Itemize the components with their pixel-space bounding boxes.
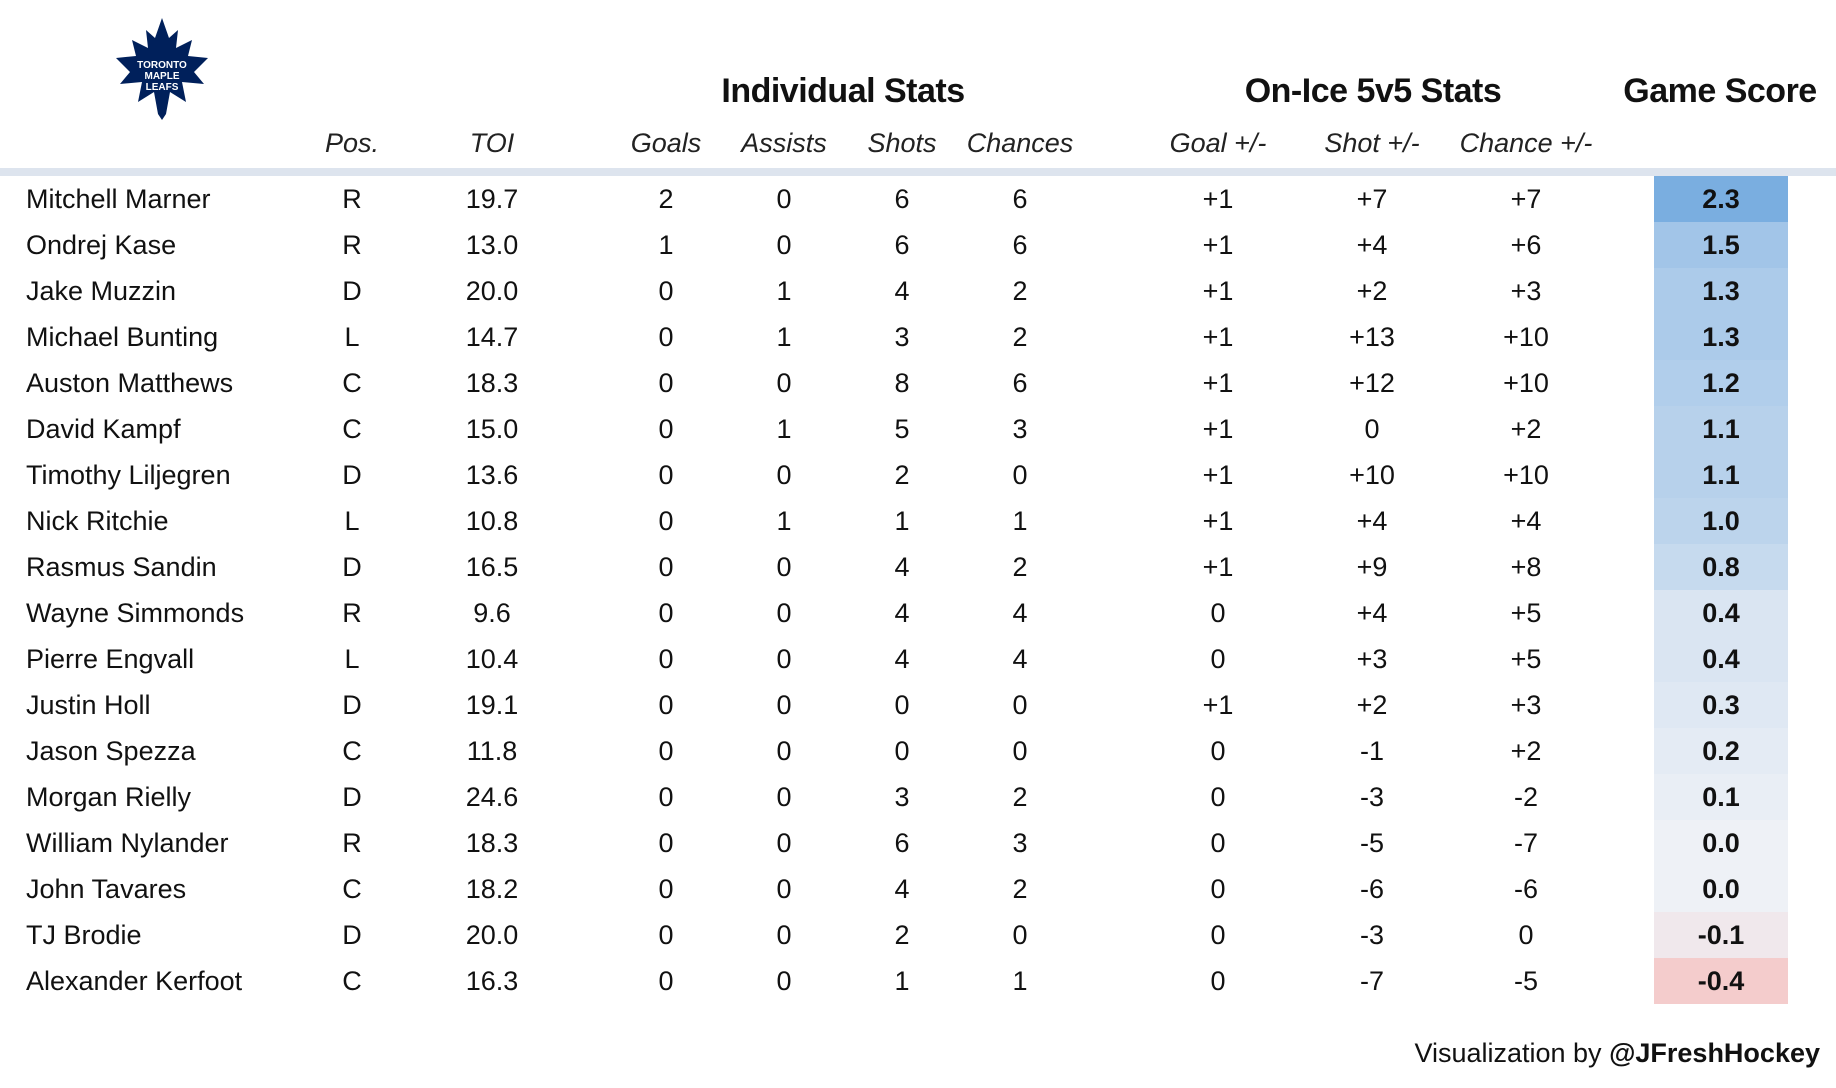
cell-goal-pm: 0 [1210,874,1226,904]
cell-shots: 6 [894,184,910,214]
cell-shot-pm: +7 [1356,184,1388,214]
table-row [0,728,1836,774]
credit-handle: @JFreshHockey [1609,1038,1820,1068]
cell-chance-pm: +2 [1510,736,1542,766]
cell-pos: C [342,736,362,766]
cell-toi: 18.3 [465,368,519,398]
cell-game-score: 1.3 [1654,268,1788,314]
cell-chances: 2 [1012,782,1028,812]
cell-shot-pm: 0 [1364,414,1380,444]
player-name: Alexander Kerfoot [26,966,243,996]
cell-toi: 10.4 [465,644,519,674]
cell-shots: 6 [894,230,910,260]
cell-game-score: 1.0 [1654,498,1788,544]
cell-goals: 0 [658,322,674,352]
cell-pos: C [342,368,362,398]
cell-goal-pm: +1 [1202,368,1234,398]
cell-assists: 1 [776,506,792,536]
cell-toi: 14.7 [465,322,519,352]
player-name: Mitchell Marner [26,184,211,214]
player-name: David Kampf [26,414,181,444]
cell-goals: 0 [658,874,674,904]
cell-chance-pm: +3 [1510,276,1542,306]
cell-pos: D [342,460,362,490]
cell-shots: 1 [894,506,910,536]
cell-chances: 1 [1012,506,1028,536]
cell-chance-pm: +10 [1503,368,1549,398]
cell-goal-pm: +1 [1202,322,1234,352]
cell-chances: 0 [1012,736,1028,766]
svg-text:TORONTO: TORONTO [137,60,187,71]
individual-stats-title: Individual Stats [721,72,965,110]
cell-goal-pm: +1 [1202,276,1234,306]
cell-shot-pm: +9 [1356,552,1388,582]
cell-shots: 4 [894,598,910,628]
cell-assists: 1 [776,414,792,444]
player-name: Justin Holl [26,690,151,720]
cell-pos: R [342,184,362,214]
cell-goal-pm: +1 [1202,460,1234,490]
cell-shot-pm: -1 [1359,736,1385,766]
col-header-chances: Chances [966,128,1074,158]
cell-pos: D [342,782,362,812]
table-row [0,636,1836,682]
credit-prefix: Visualization by [1414,1038,1610,1068]
cell-goals: 0 [658,368,674,398]
cell-pos: D [342,276,362,306]
cell-toi: 24.6 [465,782,519,812]
cell-toi: 19.7 [465,184,519,214]
cell-toi: 20.0 [465,920,519,950]
cell-goal-pm: +1 [1202,414,1234,444]
cell-goals: 0 [658,966,674,996]
col-header-goal-pm: Goal +/- [1169,128,1267,158]
cell-game-score: 0.0 [1654,820,1788,866]
player-name: Nick Ritchie [26,506,169,536]
cell-chances: 0 [1012,920,1028,950]
cell-chance-pm: +5 [1510,644,1542,674]
cell-pos: L [344,506,360,536]
cell-chance-pm: -6 [1513,874,1539,904]
cell-goals: 0 [658,736,674,766]
cell-chances: 1 [1012,966,1028,996]
cell-goals: 0 [658,460,674,490]
table-row [0,314,1836,360]
cell-shot-pm: -3 [1359,782,1385,812]
cell-goals: 0 [658,644,674,674]
cell-goals: 0 [658,690,674,720]
cell-pos: D [342,690,362,720]
cell-chance-pm: +4 [1510,506,1542,536]
cell-assists: 0 [776,460,792,490]
cell-pos: C [342,414,362,444]
cell-pos: R [342,828,362,858]
table-row [0,682,1836,728]
cell-assists: 0 [776,874,792,904]
cell-shot-pm: +10 [1349,460,1395,490]
player-name: Morgan Rielly [26,782,192,812]
cell-pos: R [342,230,362,260]
cell-game-score: 0.4 [1654,590,1788,636]
player-name: Pierre Engvall [26,644,195,674]
cell-chances: 6 [1012,368,1028,398]
col-header-chance-pm: Chance +/- [1459,128,1593,158]
table-row [0,912,1836,958]
cell-goals: 0 [658,598,674,628]
table-row [0,176,1836,222]
stats-table [0,176,1836,1004]
cell-shot-pm: +13 [1349,322,1395,352]
cell-goals: 0 [658,276,674,306]
cell-goals: 0 [658,552,674,582]
cell-chances: 2 [1012,552,1028,582]
table-row [0,222,1836,268]
cell-chance-pm: +7 [1510,184,1542,214]
cell-shot-pm: +4 [1356,230,1388,260]
cell-goal-pm: +1 [1202,552,1234,582]
cell-goal-pm: 0 [1210,598,1226,628]
cell-shots: 0 [894,690,910,720]
cell-shots: 2 [894,460,910,490]
cell-assists: 0 [776,920,792,950]
cell-shot-pm: +12 [1349,368,1395,398]
cell-shot-pm: +3 [1356,644,1388,674]
maple-leafs-logo [112,16,212,122]
cell-assists: 0 [776,736,792,766]
cell-chances: 6 [1012,230,1028,260]
cell-shots: 1 [894,966,910,996]
cell-assists: 0 [776,966,792,996]
cell-pos: L [344,322,360,352]
cell-chances: 2 [1012,322,1028,352]
cell-game-score: -0.1 [1654,912,1788,958]
cell-shots: 6 [894,828,910,858]
cell-pos: C [342,874,362,904]
col-header-assists: Assists [741,128,827,158]
cell-goal-pm: 0 [1210,782,1226,812]
cell-goals: 0 [658,828,674,858]
cell-shots: 5 [894,414,910,444]
svg-text:LEAFS: LEAFS [145,82,179,93]
cell-chance-pm: 0 [1518,920,1534,950]
cell-assists: 0 [776,782,792,812]
cell-pos: R [342,598,362,628]
cell-chance-pm: +6 [1510,230,1542,260]
cell-goals: 2 [658,184,674,214]
cell-pos: D [342,552,362,582]
cell-chances: 0 [1012,460,1028,490]
cell-chance-pm: +8 [1510,552,1542,582]
player-name: Jason Spezza [26,736,196,766]
cell-game-score: 0.4 [1654,636,1788,682]
player-name: John Tavares [26,874,187,904]
col-header-goals: Goals [630,128,702,158]
cell-assists: 0 [776,828,792,858]
cell-goal-pm: 0 [1210,736,1226,766]
table-row [0,360,1836,406]
cell-goal-pm: 0 [1210,966,1226,996]
cell-chances: 0 [1012,690,1028,720]
cell-toi: 16.5 [465,552,519,582]
cell-chance-pm: +10 [1503,322,1549,352]
cell-pos: C [342,966,362,996]
cell-game-score: 1.5 [1654,222,1788,268]
cell-chances: 4 [1012,644,1028,674]
cell-assists: 0 [776,690,792,720]
cell-toi: 15.0 [465,414,519,444]
cell-toi: 11.8 [466,736,518,766]
cell-game-score: 0.8 [1654,544,1788,590]
cell-assists: 1 [776,276,792,306]
cell-chance-pm: -5 [1513,966,1539,996]
player-name: Michael Bunting [26,322,219,352]
col-header-shot-pm: Shot +/- [1324,128,1420,158]
cell-toi: 13.6 [465,460,519,490]
cell-pos: L [344,644,360,674]
cell-game-score: 1.1 [1654,452,1788,498]
cell-goal-pm: 0 [1210,644,1226,674]
cell-chances: 3 [1012,414,1028,444]
cell-toi: 13.0 [465,230,519,260]
cell-shots: 4 [894,874,910,904]
cell-goals: 0 [658,506,674,536]
cell-chance-pm: +10 [1503,460,1549,490]
player-name: TJ Brodie [26,920,142,950]
table-row [0,866,1836,912]
cell-chance-pm: +5 [1510,598,1542,628]
cell-game-score: 0.3 [1654,682,1788,728]
cell-shot-pm: +4 [1356,598,1388,628]
cell-goal-pm: +1 [1202,506,1234,536]
cell-assists: 0 [776,598,792,628]
player-name: Wayne Simmonds [26,598,245,628]
cell-chance-pm: +2 [1510,414,1542,444]
cell-game-score: 1.2 [1654,360,1788,406]
table-row [0,544,1836,590]
cell-toi: 20.0 [465,276,519,306]
cell-shots: 2 [894,920,910,950]
cell-game-score: 1.1 [1654,406,1788,452]
cell-chances: 4 [1012,598,1028,628]
cell-assists: 0 [776,368,792,398]
cell-toi: 10.8 [465,506,519,536]
player-name: Rasmus Sandin [26,552,217,582]
cell-goal-pm: 0 [1210,828,1226,858]
cell-toi: 19.1 [465,690,519,720]
cell-game-score: 1.3 [1654,314,1788,360]
cell-chances: 2 [1012,276,1028,306]
cell-chances: 3 [1012,828,1028,858]
col-header-pos: Pos. [324,128,380,158]
cell-assists: 0 [776,184,792,214]
player-name: Timothy Liljegren [26,460,231,490]
cell-chance-pm: +3 [1510,690,1542,720]
cell-shots: 4 [894,276,910,306]
game-score-title: Game Score [1623,72,1817,110]
cell-chance-pm: -2 [1513,782,1539,812]
cell-toi: 16.3 [465,966,519,996]
cell-assists: 0 [776,230,792,260]
credit-footer [1414,1038,1820,1069]
cell-shots: 4 [894,552,910,582]
table-row [0,774,1836,820]
cell-chance-pm: -7 [1513,828,1539,858]
col-header-toi: TOI [469,128,515,158]
cell-shot-pm: +4 [1356,506,1388,536]
cell-shot-pm: +2 [1356,690,1388,720]
cell-game-score: -0.4 [1654,958,1788,1004]
player-name: William Nylander [26,828,229,858]
cell-shots: 0 [894,736,910,766]
cell-game-score: 2.3 [1654,176,1788,222]
cell-goal-pm: +1 [1202,184,1234,214]
maple-leaf-icon [112,16,212,122]
cell-goal-pm: 0 [1210,920,1226,950]
cell-shot-pm: -6 [1359,874,1385,904]
cell-shot-pm: +2 [1356,276,1388,306]
cell-shots: 3 [894,782,910,812]
cell-assists: 0 [776,644,792,674]
cell-toi: 18.3 [465,828,519,858]
player-name: Auston Matthews [26,368,234,398]
table-row [0,590,1836,636]
cell-shots: 8 [894,368,910,398]
table-row [0,452,1836,498]
header-divider [0,168,1836,176]
cell-shots: 4 [894,644,910,674]
onice-stats-title: On-Ice 5v5 Stats [1244,72,1502,110]
player-name: Ondrej Kase [26,230,177,260]
col-header-shots: Shots [867,128,937,158]
table-row [0,268,1836,314]
svg-text:MAPLE: MAPLE [144,71,180,82]
table-row [0,498,1836,544]
cell-goals: 0 [658,782,674,812]
table-row [0,820,1836,866]
cell-toi: 18.2 [465,874,519,904]
player-name: Jake Muzzin [26,276,177,306]
cell-shots: 3 [894,322,910,352]
cell-game-score: 0.1 [1654,774,1788,820]
cell-shot-pm: -3 [1359,920,1385,950]
cell-game-score: 0.2 [1654,728,1788,774]
table-row [0,958,1836,1004]
cell-toi: 9.6 [473,598,511,628]
cell-assists: 1 [776,322,792,352]
cell-game-score: 0.0 [1654,866,1788,912]
cell-assists: 0 [776,552,792,582]
cell-chances: 6 [1012,184,1028,214]
cell-shot-pm: -7 [1359,966,1385,996]
cell-goals: 1 [658,230,674,260]
cell-pos: D [342,920,362,950]
table-row [0,406,1836,452]
cell-chances: 2 [1012,874,1028,904]
cell-goals: 0 [658,414,674,444]
cell-goal-pm: +1 [1202,690,1234,720]
cell-shot-pm: -5 [1359,828,1385,858]
cell-goal-pm: +1 [1202,230,1234,260]
cell-goals: 0 [658,920,674,950]
